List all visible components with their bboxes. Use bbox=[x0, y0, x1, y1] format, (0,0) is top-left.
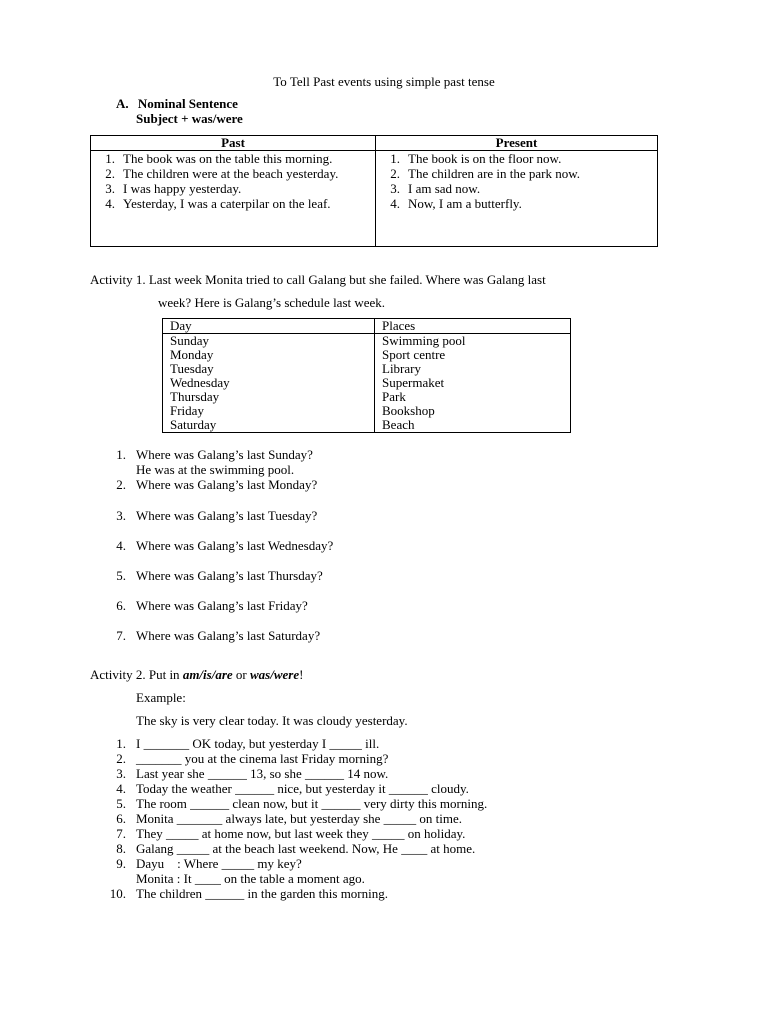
example-label: Example: bbox=[136, 690, 186, 705]
list-item: Monita : It ____ on the table a moment ago. bbox=[136, 871, 365, 886]
example-text: The sky is very clear today. It was cloudy yesterday. bbox=[136, 713, 408, 728]
list-item: 5. The room ______ clean now, but it ______ very dirty this morning. bbox=[116, 796, 488, 811]
list-item: 9. Dayu : Where _____ my key? bbox=[116, 856, 302, 871]
option-am-is-are: am/is/are bbox=[182, 667, 233, 682]
question-1-answer: He was at the swimming pool. bbox=[136, 462, 295, 477]
section-a-label: A. bbox=[116, 96, 129, 111]
table-row: Thursday Park bbox=[163, 390, 571, 404]
list-item: 1. I _______ OK today, but yesterday I _____ ill. bbox=[116, 736, 380, 751]
activity1-intro-line1: Activity 1. Last week Monita tried to call Galang but she failed. Where was Galang last bbox=[90, 272, 546, 287]
question-5: 5. Where was Galang’s last Thursday? bbox=[116, 568, 323, 583]
places-header: Places bbox=[375, 319, 571, 334]
table-row: Wednesday Supermaket bbox=[163, 376, 571, 390]
list-item: 7. They _____ at home now, but last week they _____ on holiday. bbox=[116, 826, 466, 841]
table-row: Sunday Swimming pool bbox=[163, 334, 571, 349]
question-1: 1. Where was Galang’s last Sunday? bbox=[116, 447, 313, 462]
page-title: To Tell Past events using simple past tense bbox=[273, 74, 495, 89]
past-header: Past bbox=[91, 136, 376, 151]
list-item: 1. The book was on the table this morning. bbox=[105, 151, 333, 166]
question-2: 2. Where was Galang’s last Monday? bbox=[116, 477, 318, 492]
table-row: Saturday Beach bbox=[163, 418, 571, 433]
past-cell bbox=[91, 151, 376, 247]
day-header: Day bbox=[163, 319, 375, 334]
list-item: 2. The children were at the beach yesterday. bbox=[105, 166, 339, 181]
option-was-were: was/were bbox=[250, 667, 300, 682]
list-item: 4. Today the weather ______ nice, but yesterday it ______ cloudy. bbox=[116, 781, 469, 796]
list-item: 10. The children ______ in the garden this morning. bbox=[109, 886, 389, 901]
present-cell bbox=[376, 151, 658, 247]
section-a-formula: Subject + was/were bbox=[136, 111, 243, 126]
section-a-heading bbox=[116, 96, 238, 111]
question-7: 7. Where was Galang’s last Saturday? bbox=[116, 628, 321, 643]
section-a-title: Nominal Sentence bbox=[137, 96, 238, 111]
list-item: 4. Yesterday, I was a caterpilar on the leaf. bbox=[105, 196, 331, 211]
list-item: 8. Galang _____ at the beach last weekend. Now, He ____ at home. bbox=[116, 841, 476, 856]
activity2-instructions: Activity 2. Put in am/is/are or was/were! bbox=[90, 667, 304, 682]
tense-table bbox=[90, 135, 658, 247]
table-row: Monday Sport centre bbox=[163, 348, 571, 362]
list-item: 4. Now, I am a butterfly. bbox=[390, 196, 522, 211]
table-row: Friday Bookshop bbox=[163, 404, 571, 418]
schedule-table bbox=[162, 318, 571, 433]
list-item: 3. Last year she ______ 13, so she ______ 14 now. bbox=[116, 766, 389, 781]
list-item: 3. I was happy yesterday. bbox=[105, 181, 242, 196]
question-4: 4. Where was Galang’s last Wednesday? bbox=[116, 538, 334, 553]
question-3: 3. Where was Galang’s last Tuesday? bbox=[116, 508, 318, 523]
table-row: Tuesday Library bbox=[163, 362, 571, 376]
list-item: 6. Monita _______ always late, but yesterday she _____ on time. bbox=[116, 811, 463, 826]
list-item: 1. The book is on the floor now. bbox=[390, 151, 562, 166]
list-item: 2. The children are in the park now. bbox=[390, 166, 581, 181]
list-item: 3. I am sad now. bbox=[390, 181, 481, 196]
activity1-intro-line2: week? Here is Galang’s schedule last week. bbox=[158, 295, 386, 310]
present-header: Present bbox=[376, 136, 658, 151]
fill-in-list bbox=[100, 736, 487, 901]
list-item: 2. _______ you at the cinema last Friday morning? bbox=[116, 751, 389, 766]
question-6: 6. Where was Galang’s last Friday? bbox=[116, 598, 308, 613]
